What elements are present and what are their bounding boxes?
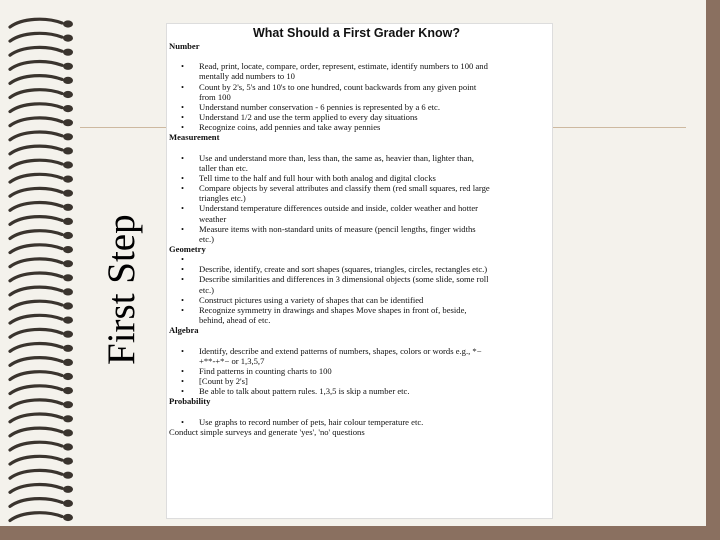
coil-ring: [10, 400, 73, 408]
bullet-text: Understand 1/2 and use the term applied to every day situations: [199, 112, 418, 123]
bullet-text: Recognize symmetry in drawings and shapes Move shapes in front of, beside,: [199, 304, 467, 315]
coil-ring: [10, 245, 73, 253]
bullet-icon: •: [181, 112, 185, 123]
bullet-text: Use graphs to record number of pets, hair colour temperature etc.: [199, 416, 424, 427]
coil-ring: [10, 344, 73, 352]
bullet-icon: •: [181, 183, 185, 194]
bullet-icon: •: [181, 122, 185, 133]
coil-ring: [10, 442, 73, 450]
coil-ring: [10, 287, 73, 295]
coil-ring: [10, 301, 73, 309]
bullet-text: Read, print, locate, compare, order, represent, estimate, identify numbers to 100 and: [199, 61, 488, 72]
coil-ring: [10, 372, 73, 380]
bullet-text: Describe, identify, create and sort shapes (squares, triangles, circles, rectangles etc.): [199, 264, 488, 275]
side-title: First Step: [100, 214, 143, 365]
bullet-text: [Count by 2's]: [199, 375, 248, 386]
bullet-icon: •: [181, 345, 185, 356]
coil-ring: [10, 174, 73, 182]
bullet-text: Measure items with non-standard units of measure (pencil lengths, finger widths: [199, 223, 476, 234]
coil-ring: [10, 146, 73, 154]
bullet-text-continued: +**-+*− or 1,3,5,7: [199, 355, 265, 366]
document-title: What Should a First Grader Know?: [253, 26, 460, 40]
bullet-text: Compare objects by several attributes and classify them (red small squares, red large: [199, 183, 490, 194]
bullet-text: Understand number conservation - 6 pennies is represented by a 6 etc.: [199, 101, 441, 112]
coil-ring: [10, 104, 73, 112]
coil-ring: [10, 188, 73, 196]
bullet-icon: •: [181, 375, 185, 386]
bullet-text: Tell time to the half and full hour with both analog and digital clocks: [199, 172, 436, 183]
bullet-icon: •: [181, 81, 185, 92]
bullet-text-continued: etc.): [199, 233, 215, 244]
bullet-icon: •: [181, 264, 185, 275]
coil-ring: [10, 329, 73, 337]
coil-ring: [10, 160, 73, 168]
coil-ring: [10, 273, 73, 281]
bullet-text: Describe similarities and differences in 3 dimensional objects (some slide, some roll: [199, 274, 489, 285]
bullet-text: Find patterns in counting charts to 100: [199, 365, 332, 376]
section-heading: Geometry: [169, 244, 206, 254]
bullet-text: Use and understand more than, less than, the same as, heavier than, lighter than,: [199, 152, 474, 163]
bullet-text: Recognize coins, add pennies and take away pennies: [199, 122, 381, 133]
bullet-icon: •: [181, 172, 185, 183]
bullet-icon: •: [181, 101, 185, 112]
coil-ring: [10, 499, 73, 507]
bullet-text-continued: behind, ahead of etc.: [199, 315, 271, 326]
coil-ring: [10, 485, 73, 493]
bullet-text-continued: triangles etc.): [199, 193, 246, 204]
section-heading: Algebra: [169, 325, 199, 336]
coil-ring: [10, 513, 73, 521]
bullet-text-continued: from 100: [199, 91, 231, 102]
coil-ring: [10, 47, 73, 55]
bullet-text: Understand temperature differences outside and inside, colder weather and hotter: [199, 203, 479, 214]
bullet-text-continued: weather: [199, 213, 227, 224]
bullet-text: Count by 2's, 5's and 10's to one hundred, count backwards from any given point: [199, 81, 477, 92]
bullet-text: Be able to talk about pattern rules. 1,3,5 is skip a number etc.: [199, 386, 410, 397]
coil-ring: [10, 259, 73, 267]
coil-ring: [10, 132, 73, 140]
bullet-icon: •: [181, 152, 185, 163]
bullet-icon: •: [181, 304, 185, 315]
section-heading: Probability: [169, 396, 211, 407]
coil-ring: [10, 414, 73, 422]
coil-ring: [10, 231, 73, 239]
coil-ring: [10, 217, 73, 225]
coil-ring: [10, 118, 73, 126]
section-heading: Number: [169, 41, 200, 51]
coil-ring: [10, 62, 73, 70]
bullet-text-continued: taller than etc.: [199, 162, 248, 173]
coil-ring: [10, 315, 73, 323]
coil-ring: [10, 456, 73, 464]
coil-ring: [10, 386, 73, 394]
coil-ring: [10, 428, 73, 436]
section-heading: Measurement: [169, 132, 220, 143]
bullet-icon: •: [181, 386, 185, 397]
bullet-text: Identify, describe and extend patterns of numbers, shapes, colors or words e.g., *−: [199, 345, 482, 356]
worksheet-document: [167, 24, 552, 518]
coil-ring: [10, 76, 73, 84]
bullet-icon: •: [181, 254, 185, 265]
bullet-icon: •: [181, 274, 185, 285]
coil-ring: [10, 358, 73, 366]
bullet-icon: •: [181, 365, 185, 376]
bullet-icon: •: [181, 223, 185, 234]
bullet-icon: •: [181, 416, 185, 427]
coil-ring: [10, 33, 73, 41]
bullet-icon: •: [181, 203, 185, 214]
bullet-text-continued: mentally add numbers to 10: [199, 71, 295, 82]
coil-ring: [10, 19, 73, 27]
spiral-binding-icon: [8, 14, 78, 524]
coil-ring: [10, 470, 73, 478]
bullet-text: Construct pictures using a variety of shapes that can be identified: [199, 294, 424, 305]
coil-ring: [10, 203, 73, 211]
body-text-line: Conduct simple surveys and generate 'yes', 'no' questions: [169, 426, 365, 437]
bullet-icon: •: [181, 294, 185, 305]
coil-ring: [10, 90, 73, 98]
bullet-text-continued: etc.): [199, 284, 215, 295]
bullet-icon: •: [181, 61, 185, 72]
